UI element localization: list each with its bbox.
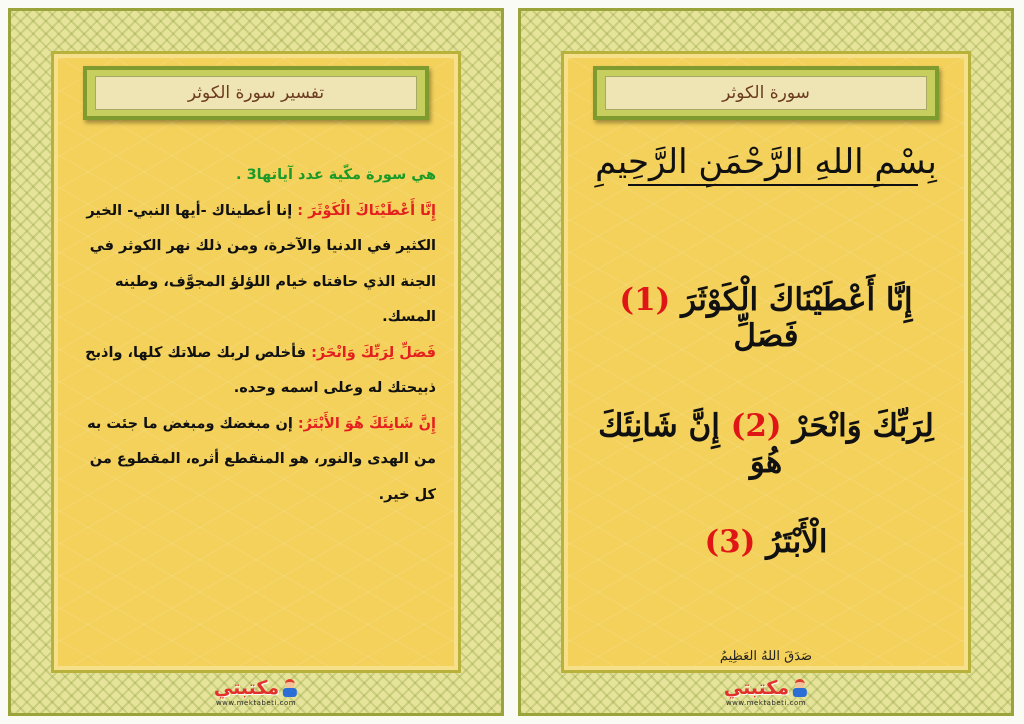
verse-line <box>582 282 950 354</box>
closing-phrase: صَدَقَ اللهُ العَظِيمُ <box>719 649 813 664</box>
verse-text: الْأَبْتَرُ <box>755 524 828 560</box>
basmala-calligraphy: بِسْمِ اللهِ الرَّحْمَنِ الرَّحِيمِ <box>595 142 937 182</box>
verse-text: لِرَبِّكَ وَانْحَرْ <box>781 408 934 444</box>
tafsir-explanation: إنا أعطيناك -أيها النبي- الخير الكثير في الدنيا والآخرة، ومن ذلك نهر الكوثر في الجنة الذي حافتاه خيام اللؤلؤ المجوَّف، وطينه المسك. <box>86 202 436 325</box>
basmala-underline <box>628 184 918 186</box>
boy-mascot-icon <box>282 679 298 697</box>
verse-number: (3) <box>704 524 756 560</box>
surah-card <box>518 8 1014 716</box>
surah-panel <box>561 51 971 673</box>
tafsir-explanation: إن مبغضك ومبغض ما جئت به من الهدى والنور، هو المنقطع أثره، المقطوع من كل خير. <box>87 415 436 503</box>
verse-continuation: فَصَلِّ <box>733 318 799 354</box>
tafsir-title-frame <box>83 66 429 120</box>
verse-line <box>582 408 950 480</box>
tafsir-card <box>8 8 504 716</box>
surah-title: سورة الكوثر <box>605 76 927 110</box>
verse-continuation: إِنَّ شَانِئَكَ هُوَ <box>598 408 783 480</box>
verse-number: (1) <box>619 282 671 318</box>
tafsir-paragraph <box>76 194 436 336</box>
verse-quote: إِنَّا أَعْطَيْنَاكَ الْكَوْثَرَ : <box>297 202 436 219</box>
tafsir-paragraph <box>76 407 436 514</box>
logo-name: مكتبتي <box>723 677 790 699</box>
verse-text: إِنَّا أَعْطَيْنَاكَ الْكَوْثَرَ <box>670 282 913 318</box>
tafsir-title: تفسير سورة الكوثر <box>95 76 417 110</box>
site-logo[interactable] <box>724 677 808 707</box>
tafsir-paragraph <box>76 336 436 407</box>
tafsir-text <box>76 158 436 513</box>
site-logo[interactable] <box>214 677 298 707</box>
logo-url: www.mektabeti.com <box>215 699 297 707</box>
tafsir-panel <box>51 51 461 673</box>
verse-line <box>582 524 950 560</box>
boy-mascot-icon <box>792 679 808 697</box>
verse-quote: إِنَّ شَانِئَكَ هُوَ الأَبْتَرُ: <box>297 415 436 432</box>
surah-title-frame <box>593 66 939 120</box>
verse-number: (2) <box>730 408 782 444</box>
intro-line: هي سورة مكّية عدد آياتها3 . <box>236 167 436 183</box>
logo-name: مكتبتي <box>213 677 280 699</box>
logo-url: www.mektabeti.com <box>725 699 807 707</box>
tafsir-explanation: فأخلص لربك صلاتك كلها، واذبح ذبيحتك له وعلى اسمه وحده. <box>85 344 436 396</box>
verse-quote: فَصَلِّ لِرَبِّكَ وَانْحَرْ: <box>311 344 436 361</box>
